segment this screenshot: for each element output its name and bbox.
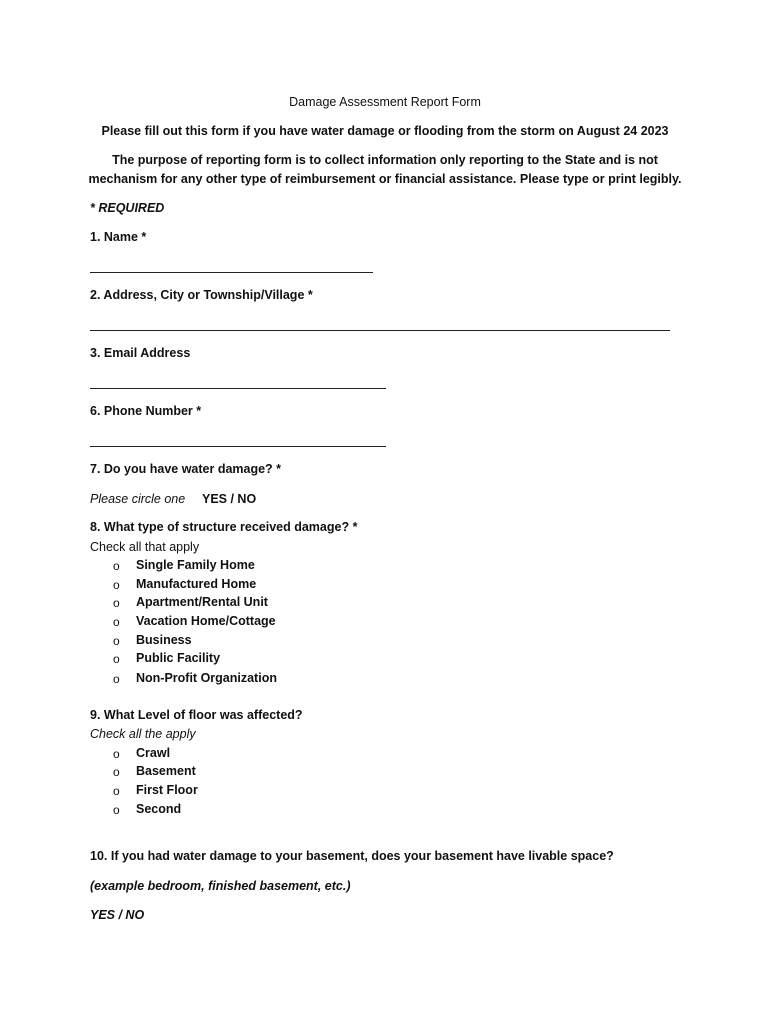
- form-subtitle: Please fill out this form if you have water damage or flooding from the storm on August 24 2023: [101, 124, 669, 138]
- option-non-profit-organization: Non-Profit Organization: [136, 671, 277, 685]
- option-apartment-rental-unit: Apartment/Rental Unit: [136, 595, 268, 609]
- phone-field[interactable]: [90, 446, 386, 447]
- option-crawl: Crawl: [136, 746, 171, 760]
- structure-type-instruction: Check all that apply: [90, 540, 200, 554]
- option-manufactured-home: Manufactured Home: [136, 577, 257, 591]
- checkbox-bullet[interactable]: o: [113, 578, 120, 592]
- floor-level-label: 9. What Level of floor was affected?: [90, 708, 303, 722]
- option-single-family-home: Single Family Home: [136, 558, 255, 572]
- basement-livable-choices[interactable]: YES / NO: [90, 908, 145, 922]
- option-basement: Basement: [136, 764, 196, 778]
- checkbox-bullet[interactable]: o: [113, 765, 120, 779]
- address-label: 2. Address, City or Township/Village *: [90, 288, 313, 302]
- checkbox-bullet[interactable]: o: [113, 803, 120, 817]
- purpose-line-2: mechanism for any other type of reimbursement or financial assistance. Please type or print legibly.: [88, 172, 682, 186]
- name-field[interactable]: [90, 272, 373, 273]
- structure-type-label: 8. What type of structure received damage? *: [90, 520, 358, 534]
- phone-label: 6. Phone Number *: [90, 404, 202, 418]
- address-field[interactable]: [90, 330, 670, 331]
- checkbox-bullet[interactable]: o: [113, 596, 120, 610]
- checkbox-bullet[interactable]: o: [113, 559, 120, 573]
- email-field[interactable]: [90, 388, 386, 389]
- checkbox-bullet[interactable]: o: [113, 672, 120, 686]
- checkbox-bullet[interactable]: o: [113, 615, 120, 629]
- checkbox-bullet[interactable]: o: [113, 747, 120, 761]
- basement-livable-label: 10. If you had water damage to your basement, does your basement have livable space?: [90, 849, 614, 863]
- option-first-floor: First Floor: [136, 783, 198, 797]
- water-damage-instruction: Please circle one: [90, 492, 186, 506]
- checkbox-bullet[interactable]: o: [113, 652, 120, 666]
- water-damage-label: 7. Do you have water damage? *: [90, 462, 282, 476]
- option-second: Second: [136, 802, 182, 816]
- email-label: 3. Email Address: [90, 346, 191, 360]
- option-public-facility: Public Facility: [136, 651, 221, 665]
- form-title: Damage Assessment Report Form: [289, 95, 481, 109]
- option-business: Business: [136, 633, 192, 647]
- checkbox-bullet[interactable]: o: [113, 784, 120, 798]
- name-label: 1. Name *: [90, 230, 147, 244]
- checkbox-bullet[interactable]: o: [113, 634, 120, 648]
- water-damage-choices[interactable]: YES / NO: [202, 492, 257, 506]
- option-vacation-home-cottage: Vacation Home/Cottage: [136, 614, 276, 628]
- floor-level-instruction: Check all the apply: [90, 727, 196, 741]
- basement-livable-example: (example bedroom, finished basement, etc.): [90, 879, 351, 893]
- purpose-line-1: The purpose of reporting form is to collect information only reporting to the State and is not: [112, 153, 658, 167]
- required-note: * REQUIRED: [90, 201, 165, 215]
